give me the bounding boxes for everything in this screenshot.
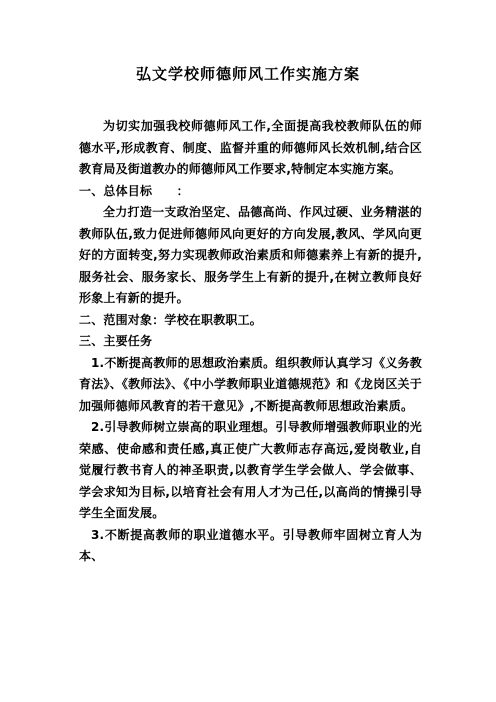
section-heading-goals: 一、总体目标 ： — [79, 183, 189, 198]
section-heading-tasks: 三、主要任务 — [79, 334, 153, 348]
document-title: 弘文学校师德师风工作实施方案 — [135, 65, 360, 83]
section-heading-scope: 二、范围对象：学校在职教职工。 — [79, 312, 263, 327]
task-item-1: 1.不断提高教师的思想政治素质。组织教师认真学习《义务教育法》、《教师法》、《中小学教师职业道德规范》和《龙岗区关于加强师德师风教育的若干意见》,不断提高教师思想政治素质。 — [79, 355, 422, 413]
task-item-2: 2.引导教师树立崇高的职业理想。引导教师增强教师职业的光荣感、使命感和责任感,真正使广大教师志存高远,爱岗敬业,自觉履行教书育人的神圣职责,以教育学生学会做人、学会做事、学会求知为目标,以培育社会有用人才为己任,以高尚的情操引导学生全面发展。 — [79, 420, 422, 520]
goals-paragraph: 全力打造一支政治坚定、品德高尚、作风过硬、业务精湛的教师队伍,致力促进师德师风向更好的方向发展,教风、学风向更好的方面转变,努力实现教师政治素质和师德素养上有新的提升,服务社会、服务家长、服务学生上有新的提升,在树立教师良好形象上有新的提升。 — [79, 205, 422, 305]
intro-paragraph: 为切实加强我校师德师风工作,全面提高我校教师队伍的师德水平,形成教育、制度、监督并重的师德师风长效机制,结合区教育局及街道教办的师德师风工作要求,特制定本实施方案。 — [79, 119, 422, 176]
document-body — [79, 116, 422, 568]
task-item-3: 3.不断提高教师的职业道德水平。引导教师牢固树立育人为本、 — [79, 527, 422, 563]
